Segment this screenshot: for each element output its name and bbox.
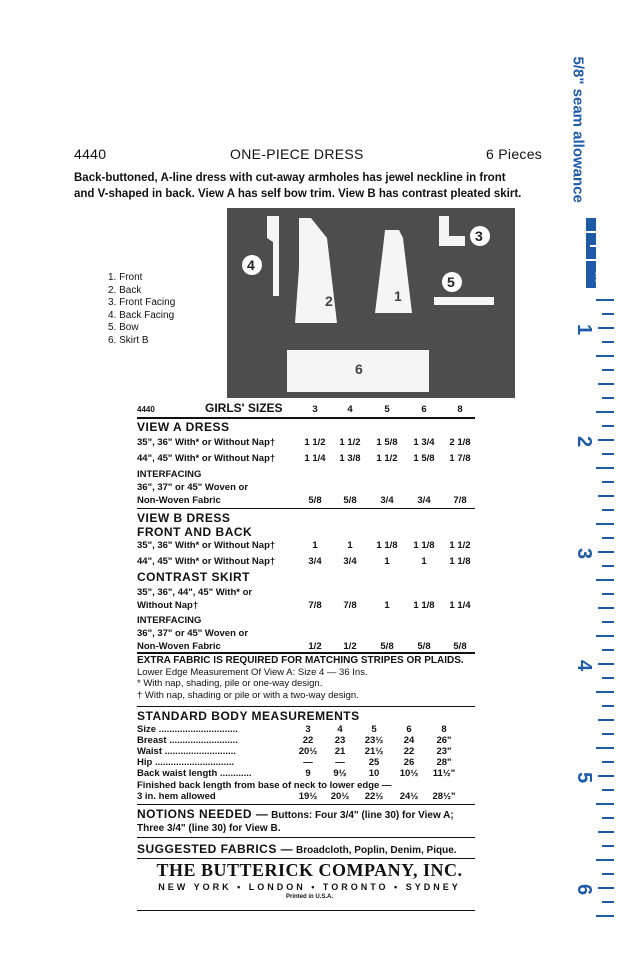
note: Lower Edge Measurement Of View A: Size 4 — 36 Ins. [137,666,368,678]
interfacing-label: INTERFACING [137,469,202,480]
list-item: 4. Back Facing [108,309,175,321]
diagram-label-3: 3 [475,228,483,244]
company-cities: NEW YORK • LONDON • TORONTO • SYDNEY [158,882,461,892]
cell: 28½" [432,791,456,802]
ruler-fraction: 5/8 [593,270,604,284]
cell: 1 [384,556,390,567]
cell: 5/8 [308,495,322,506]
pieces-diagram-svg [227,208,515,398]
pieces-list [108,272,175,347]
interfacing-label: 36", 37" or 45" Woven or [137,482,249,493]
fabrics-title: SUGGESTED FABRICS — [137,842,294,856]
cell: 1 [347,540,353,551]
cell: 1 5/8 [413,453,435,464]
cell: 23 [334,735,346,746]
ruler-number: 4 [573,659,596,672]
finished-length [137,780,477,802]
row-label: 35", 36" With* or Without Nap† [137,540,276,551]
size-header: 5 [384,404,390,415]
description-line: and V-shaped in back. View A has self bow trim. View B has contrast pleated skirt. [74,188,522,200]
cell: — [335,757,345,768]
cell: 21 [334,746,346,757]
note: * With nap, shading, pile or one-way design. [137,678,323,689]
ruler-ticks [556,0,619,960]
table-row [137,453,487,467]
cell: 5/8 [380,641,394,652]
cell: 3/4 [308,556,322,567]
row-label: 35", 36" With* or Without Nap† [137,437,276,448]
row-label: Without Nap† [137,600,199,611]
row-label: 35", 36", 44", 45" With* or [137,587,253,598]
cell: 23½ [364,735,384,746]
cell: 28" [436,757,452,768]
cell: 1 [421,556,427,567]
ruler-number: 1 [573,323,596,336]
interfacing-label: 36", 37" or 45" Woven or [137,628,249,639]
list-item: 2. Back [108,284,142,296]
notions-title: NOTIONS NEEDED — [137,807,269,821]
cell: 3/4 [380,495,394,506]
interfacing-label: INTERFACING [137,615,202,626]
small-pattern-number: 4440 [137,405,155,414]
cell: 1 [312,540,318,551]
diagram-label-5: 5 [447,274,455,290]
divider [137,837,475,838]
cell: 1 5/8 [376,437,398,448]
cell: 1 1/2 [339,437,361,448]
cell: 20½ [330,791,350,802]
printed-in: Printed in U.S.A. [285,894,333,900]
pieces-diagram [227,208,515,398]
list-item: 3. Front Facing [108,297,176,308]
cell: 22½ [364,791,384,802]
cell: 10 [368,768,380,779]
row-label: Finished back length from base of neck to lower edge — [137,780,392,791]
piece-bow [434,297,494,305]
seam-allowance-label: 5/8" seam allowance [569,56,587,203]
pieces-count: 6 Pieces [486,146,543,162]
cell: 1 [384,600,390,611]
size-header: 8 [457,404,463,415]
cell: 1 1/4 [304,453,326,464]
notes [137,655,464,701]
cell: 20½ [298,746,318,757]
row-label: 44", 45" With* or Without Nap† [137,556,276,567]
cell: 26" [436,735,452,746]
cell: — [303,757,313,768]
cell: 7/8 [308,600,322,611]
diagram-label-4: 4 [247,257,255,273]
table-row [137,556,487,570]
divider [137,804,475,805]
view-b-rows [137,540,477,570]
divider [137,652,475,654]
interfacing-a [137,468,477,507]
ruler-number: 6 [573,883,596,896]
cell: 1 3/8 [339,453,361,464]
interfacing-b [137,614,477,653]
cell: 1 7/8 [449,453,471,464]
cell: 25 [368,757,380,768]
cell: 7/8 [343,600,357,611]
cell: 1 3/4 [413,437,435,448]
divider [137,910,475,911]
cell: 5/8 [417,641,431,652]
ruler-number: 2 [573,435,596,448]
cell: 19½ [298,791,318,802]
cell: 1 1/2 [376,453,398,464]
list-item: 6. Skirt B [108,334,149,346]
cell: 1 1/8 [449,556,471,567]
cell: 9 [305,768,311,779]
diagram-label-1: 1 [394,288,402,304]
view-a-rows [137,437,477,467]
row-label: 44", 45" With* or Without Nap† [137,453,276,464]
cell: 2 1/8 [449,437,471,448]
row-label: Waist ........................... [137,746,236,757]
cell: 26 [403,757,415,768]
cell: 10½ [399,768,419,779]
pattern-title: ONE-PIECE DRESS [230,146,364,162]
cell: 11½" [432,768,456,779]
divider [137,858,475,859]
cell: 1/2 [343,641,357,652]
view-a-title: VIEW A DRESS [137,420,230,434]
cell: 6 [406,724,412,735]
divider [137,508,475,509]
diagram-label-6: 6 [355,361,363,377]
cell: 24 [403,735,415,746]
notions-text: Three 3/4" (line 30) for View B. [137,823,281,834]
body-meas-title: STANDARD BODY MEASUREMENTS [137,709,360,723]
ruler-number: 3 [573,547,596,560]
note: † With nap, shading or pile or with a two-way design. [137,689,359,701]
cell: 23" [436,746,452,757]
suggested-fabrics [137,842,457,856]
cell: 24½ [399,791,419,802]
notions-text: Buttons: Four 3/4" (line 30) for View A; [271,810,454,821]
interfacing-label: Non-Woven Fabric [137,495,221,506]
cell: 22 [302,735,314,746]
size-header: 3 [312,404,318,415]
row-label: 3 in. hem allowed [137,791,216,802]
cell: 3/4 [343,556,357,567]
sizes-title: GIRLS' SIZES [205,401,283,415]
notions [137,808,482,835]
description-line: Back-buttoned, A-line dress with cut-away armholes has jewel neckline in front [74,172,506,184]
divider [137,417,475,419]
body-meas-table [137,724,477,806]
divider [137,706,475,707]
cell: 9½ [333,768,347,779]
cell: 1 1/2 [449,540,471,551]
row-label: Size .............................. [137,724,238,735]
cell: 1 1/2 [304,437,326,448]
fabrics-text: Broadcloth, Poplin, Denim, Pique. [295,845,457,856]
list-item: 1. Front [108,272,143,283]
cell: 5/8 [453,641,467,652]
row-label: Breast .......................... [137,735,238,746]
pattern-number: 4440 [74,146,107,162]
diagram-label-2: 2 [325,293,333,309]
cell: 3/4 [417,495,431,506]
description [74,170,521,202]
company-name: THE BUTTERICK COMPANY, INC. [156,860,463,880]
ruler-number: 5 [573,771,596,784]
cell: 1 1/8 [413,540,435,551]
interfacing-label: Non-Woven Fabric [137,641,221,652]
cell: 3 [305,724,311,735]
note: EXTRA FABRIC IS REQUIRED FOR MATCHING STRIPES OR PLAIDS. [137,655,464,666]
cell: 21½ [364,746,384,757]
piece-front-facing [439,216,465,246]
seam-ruler [556,0,619,960]
size-header: 6 [421,404,427,415]
table-row [137,437,487,451]
contrast-skirt-title: CONTRAST SKIRT [137,570,250,584]
cell: 22 [403,746,415,757]
cell: 1/2 [308,641,322,652]
cell: 7/8 [453,495,467,506]
piece-back-facing [267,216,279,296]
contrast-skirt-row [137,586,477,612]
cell: 5 [371,724,377,735]
cell: 8 [441,724,447,735]
row-label: Back waist length ............ [137,768,252,779]
front-back-title: FRONT AND BACK [137,525,253,539]
table-row [137,540,487,554]
cell: 1 1/8 [413,600,435,611]
cell: 4 [337,724,343,735]
cell: 1 1/8 [376,540,398,551]
size-header: 4 [347,404,353,415]
view-b-title: VIEW B DRESS [137,511,231,525]
row-label: Hip .............................. [137,757,235,768]
list-item: 5. Bow [108,322,139,333]
cell: 5/8 [343,495,357,506]
cell: 1 1/4 [449,600,471,611]
